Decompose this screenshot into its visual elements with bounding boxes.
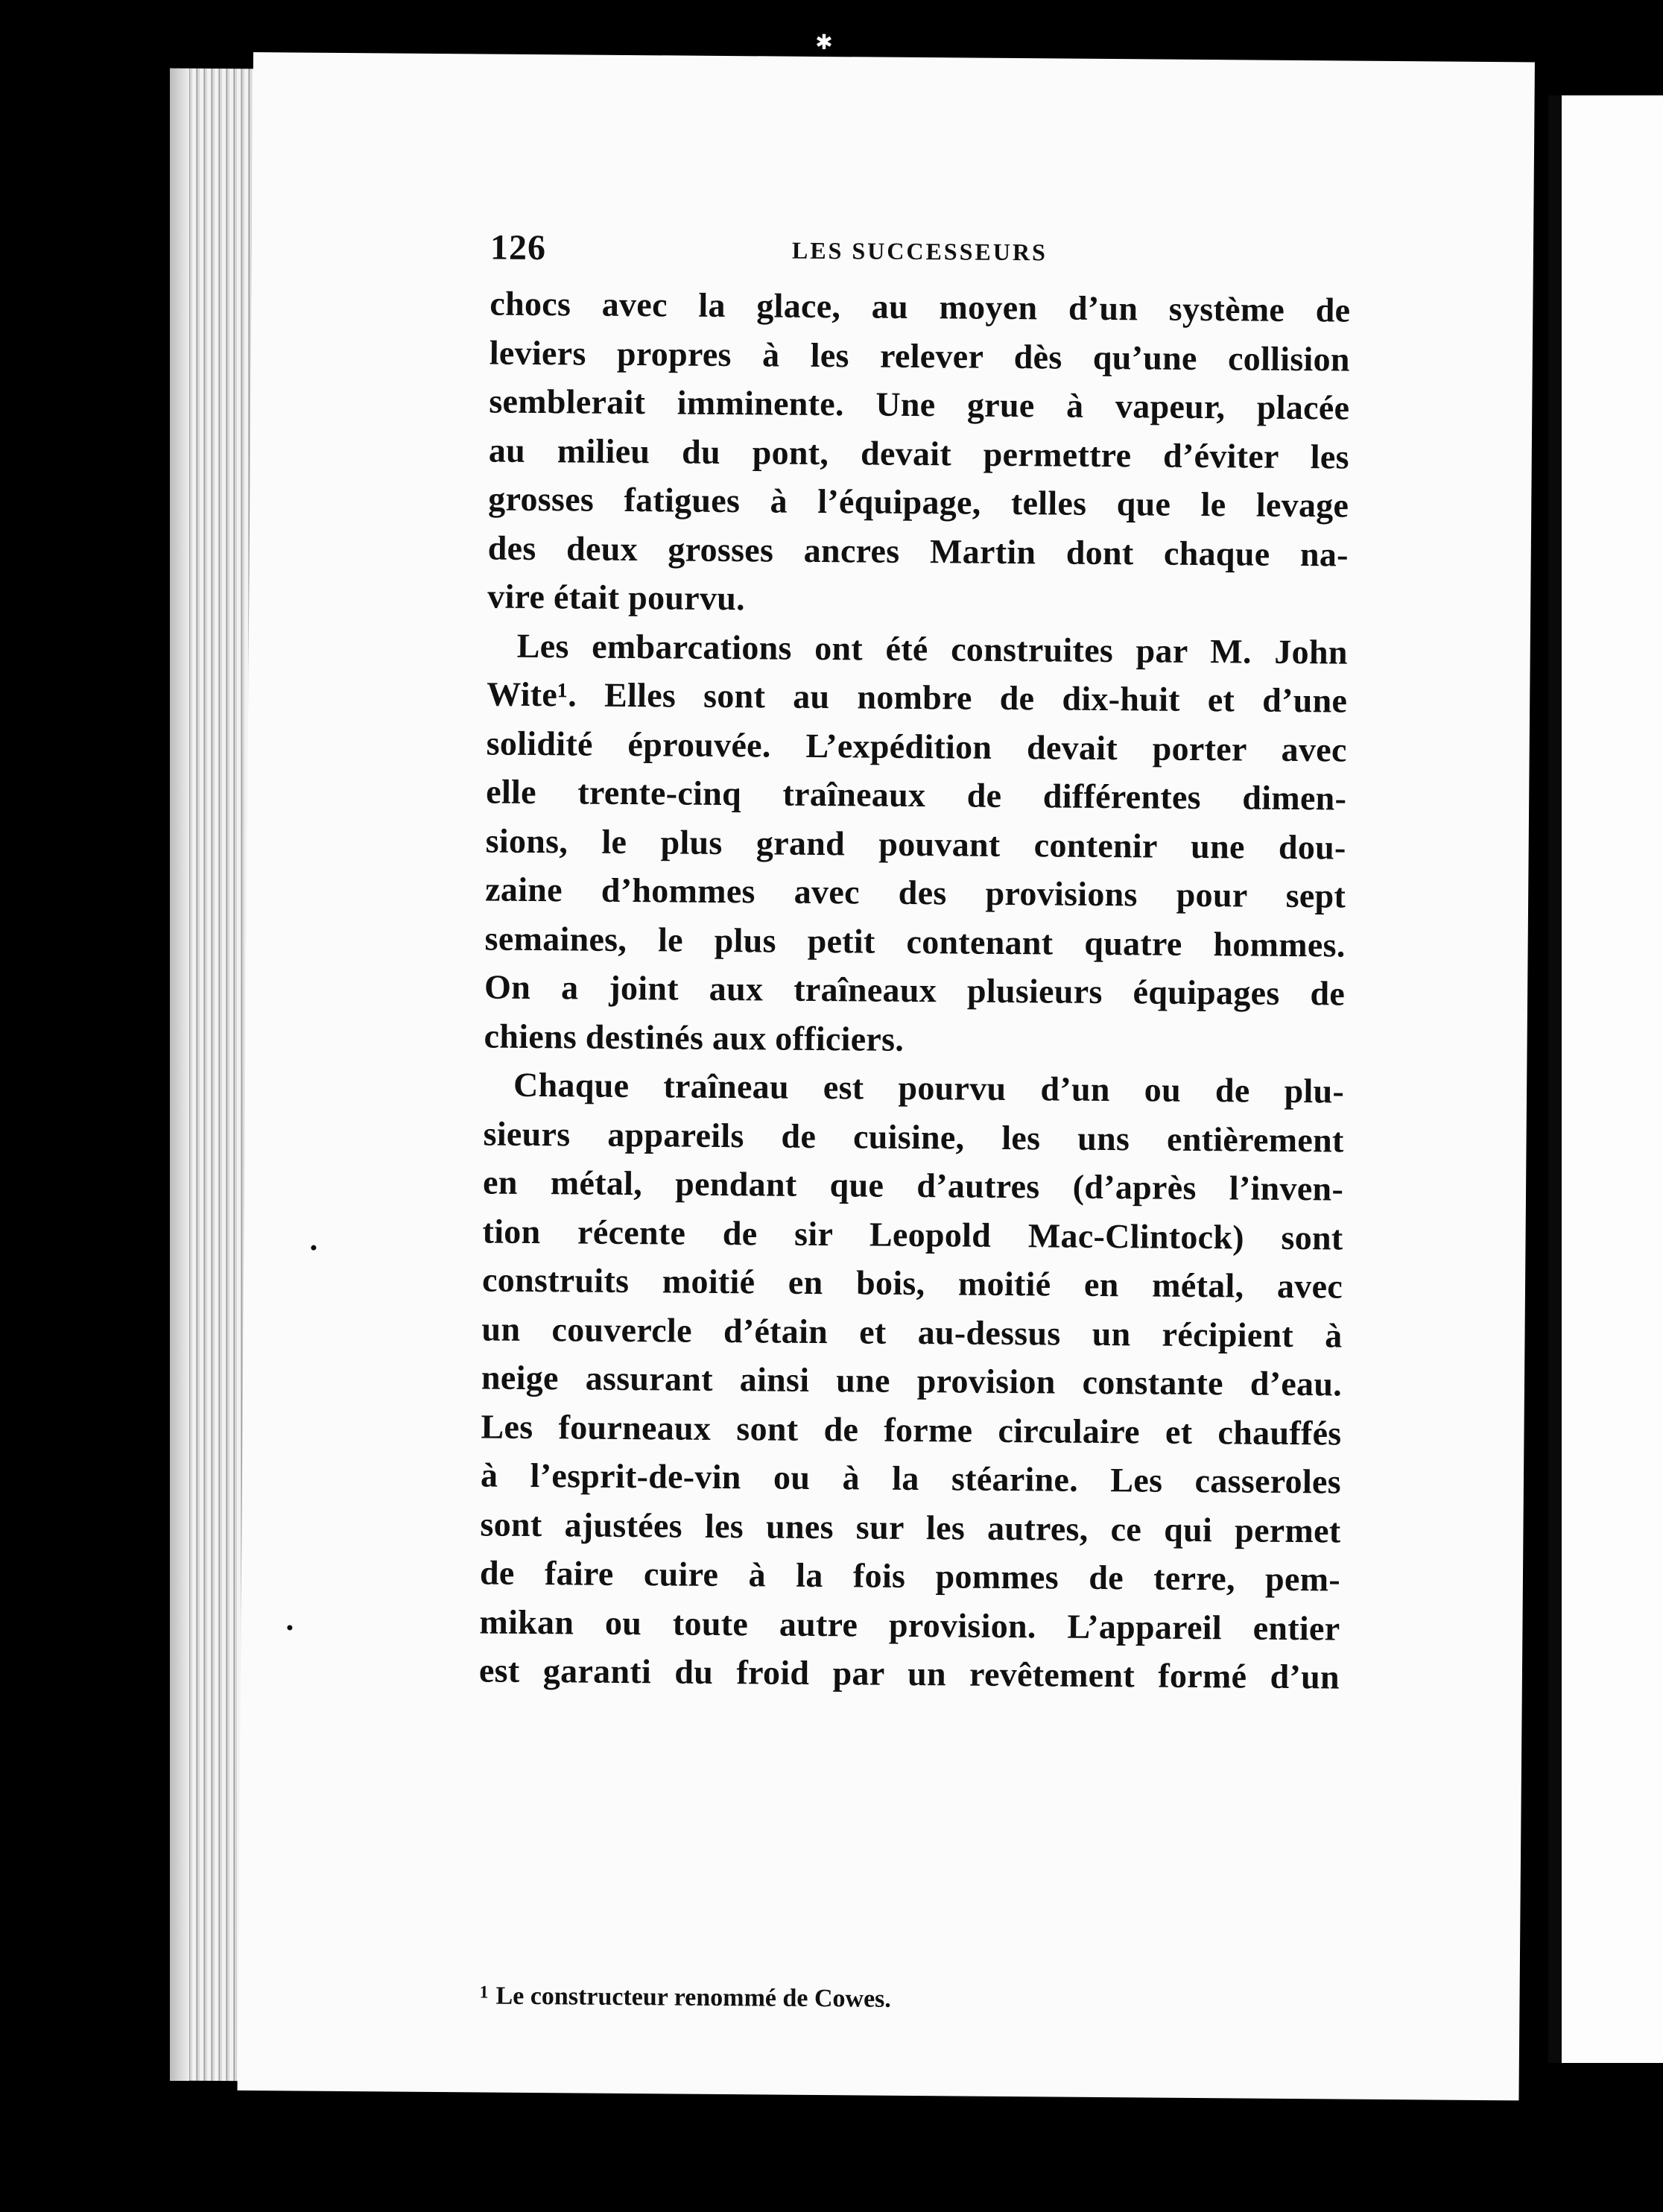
- ink-speck: [287, 1625, 292, 1630]
- text-line: construits moitié en bois, moitié en métal, avec: [481, 1260, 1343, 1306]
- text-line: semblerait imminente. Une grue à vapeur, placée: [489, 382, 1350, 427]
- text-line: grosses fatigues à l’équipage, telles que le levage: [488, 479, 1349, 525]
- text-line: sont ajustées les unes sur les autres, ce qui permet: [480, 1504, 1341, 1550]
- body-text: [479, 279, 1351, 1702]
- text-line: Les fourneaux sont de forme circulaire et chauffés: [481, 1406, 1342, 1453]
- ink-speck: [311, 1245, 316, 1251]
- page-number: 126: [490, 227, 547, 268]
- text-line: mikan ou toute autre provision. L’appareil entier: [479, 1602, 1340, 1648]
- facing-page-edge: [1548, 95, 1663, 2063]
- text-line: de faire cuire à la fois pommes de terre, pem-: [479, 1553, 1341, 1599]
- book-page: [238, 52, 1535, 2100]
- text-line: tion récente de sir Leopold Mac-Clintock) sont: [482, 1211, 1343, 1257]
- top-speck-icon: ✱: [815, 30, 833, 54]
- text-line: est garanti du froid par un revêtement formé d’un: [478, 1651, 1340, 1696]
- footnote-text: Le constructeur renommé de Cowes.: [495, 1982, 892, 2013]
- text-line: des deux grosses ancres Martin dont chaque na-: [487, 528, 1349, 574]
- text-line: semaines, le plus petit contenant quatre hommes.: [484, 918, 1346, 964]
- text-line: leviers propres à les relever dès qu’une collision: [489, 333, 1351, 379]
- page-edges-shadow: [170, 69, 189, 2081]
- text-line: elle trente-cinq traîneaux de différentes dimen-: [486, 772, 1347, 818]
- text-line: Chaque traîneau est pourvu d’un ou de plu-: [513, 1065, 1345, 1110]
- text-line: zaine d’hommes avec des provisions pour sept: [484, 870, 1346, 915]
- text-line: en métal, pendant que d’autres (d’après l’inven-: [482, 1163, 1344, 1208]
- text-line: chocs avec la glace, au moyen d’un système de: [490, 284, 1351, 329]
- text-line: neige assurant ainsi une provision constante d’eau.: [481, 1358, 1343, 1403]
- text-line: sieurs appareils de cuisine, les uns entièrement: [483, 1113, 1344, 1160]
- page-header: [490, 227, 1351, 279]
- text-line: Wite¹. Elles sont au nombre de dix-huit et d’une: [487, 674, 1348, 720]
- text-line: On a joint aux traîneaux plusieurs équipages de: [484, 967, 1346, 1013]
- text-line: un couvercle d’étain et au-dessus un récipient à: [481, 1309, 1343, 1355]
- text-block: [478, 227, 1351, 2013]
- text-line: Les embarcations ont été construites par M. John: [516, 626, 1348, 672]
- text-line: à l’esprit-de-vin ou à la stéarine. Les casseroles: [480, 1456, 1342, 1501]
- text-line: chiens destinés aux officiers.: [484, 1016, 905, 1058]
- footnote-marker: 1: [479, 1982, 489, 2003]
- running-head: LES SUCCESSEURS: [791, 236, 1048, 266]
- text-line: au milieu du pont, devait permettre d’éviter les: [488, 430, 1349, 476]
- text-line: vire était pourvu.: [487, 577, 746, 618]
- text-line: solidité éprouvée. L’expédition devait porter avec: [486, 723, 1347, 769]
- footnote: [479, 1982, 891, 2013]
- text-line: sions, le plus grand pouvant contenir une dou-: [485, 821, 1346, 867]
